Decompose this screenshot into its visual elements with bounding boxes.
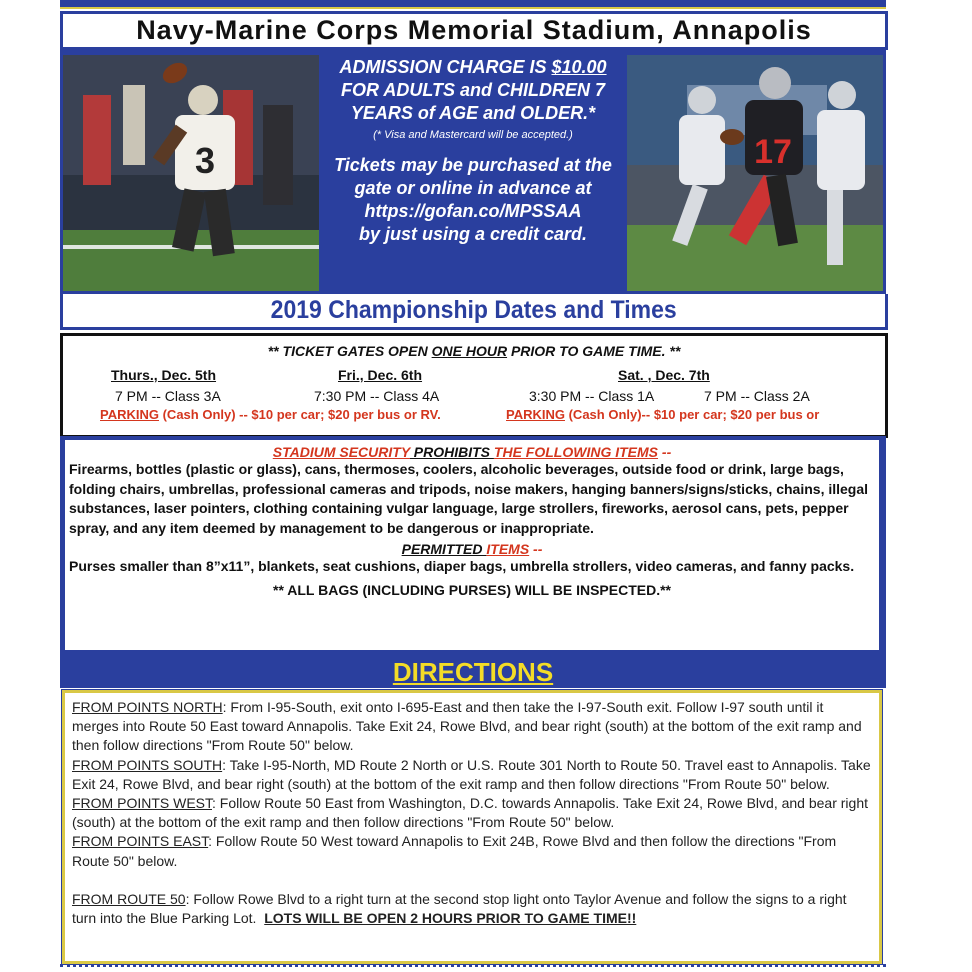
time-saturday-2: 7 PM -- Class 2A [704,388,810,404]
security-box [65,440,879,650]
directions-route50: FROM ROUTE 50: Follow Rowe Blvd to a right turn at the second stop light onto Taylor Avenue and follow the signs to a right turn into the Blue Parking Lot. LOTS WILL BE OPEN 2 HOURS PRIOR TO GAME TIME!! [72,890,847,927]
right-jersey-number: 17 [754,133,792,171]
card-note: (* Visa and Mastercard will be accepted.) [373,129,573,141]
day-saturday: Sat. , Dec. 7th [618,367,710,383]
bag-inspection-notice: ** ALL BAGS (INCLUDING PURSES) WILL BE INSPECTED.** [273,581,671,598]
page-title: Navy-Marine Corps Memorial Stadium, Annapolis [136,15,812,45]
directions-south: FROM POINTS SOUTH: Take I-95-North, MD Route 2 North or U.S. Route 301 North to Route 50. Travel east to Annapolis. Take Exit 24, Rowe Blvd, and bear right (south) at the bottom of the exit ramp and then follow directions "From Route 50" below. [72,756,871,792]
time-friday: 7:30 PM -- Class 4A [314,388,440,404]
directions-title: DIRECTIONS [392,656,554,687]
directions-west: FROM POINTS WEST: Follow Route 50 East from Washington, D.C. towards Annapolis. Take Exit 24, Rowe Blvd, and bear right (south) at the bottom of the exit ramp and then follow directions "From Route 50" below. [72,795,868,831]
directions-heading-band [60,656,886,688]
gates-open-notice: ** TICKET GATES OPEN ONE HOUR PRIOR TO GAME TIME. ** [267,343,681,359]
championship-heading-box [60,294,888,330]
admission-line-1: ADMISSION CHARGE IS $10.00 [339,57,607,77]
bottom-dotted-border [60,964,886,967]
lots-open-notice: LOTS WILL BE OPEN 2 HOURS PRIOR TO GAME TIME!! [264,910,637,927]
left-jersey-number: 3 [194,140,216,181]
admission-price: $10.00 [551,57,607,77]
prohibited-items: Firearms, bottles (plastic or glass), cans, thermoses, coolers, alcoholic beverages, outside food or drink, large bags, folding chairs, umbrellas, professional cameras and tripods, noise makers, hanging banners/signs/sticks, chains, illegal substances, laser pointers, clothing containing vulgar language, large strollers, fireworks, aerosol cans, pets, pepper spray, and any item deemed by management to be dangerous or inappropriate. [69,461,869,536]
photo-quarterback [627,55,883,291]
admission-line-2: FOR ADULTS and CHILDREN 7 [341,80,605,100]
parking-info-1: PARKING (Cash Only) -- $10 per car; $20 per bus or RV. [100,407,441,422]
time-saturday-1: 3:30 PM -- Class 1A [529,388,655,404]
prohibited-heading: STADIUM SECURITY PROHIBITS THE FOLLOWING ITEMS -- [272,444,672,460]
directions-north: FROM POINTS NORTH: From I-95-South, exit onto I-695-East and then take the I-97-South exit. Follow I-97 south until it merges into Route 50 East toward Annapolis. Take Exit 24, Rowe Blvd, and bear right (south) at the bottom of the exit ramp and then follow directions "From Route 50" below. [72,699,862,754]
permitted-heading: PERMITTED ITEMS -- [401,541,543,557]
title-banner [60,11,888,50]
directions-east: FROM POINTS EAST: Follow Route 50 West toward Annapolis to Exit 24B, Rowe Blvd and then follow the directions "From Route 50" below. [72,833,837,869]
permitted-items: Purses smaller than 8”x11”, blankets, seat cushions, diaper bags, umbrella strollers, video cameras, and fanny packs. [69,558,855,574]
photo-receiver [63,55,319,291]
tickets-info: Tickets may be purchased at the gate or online in advance at https://gofan.co/MPSSAA by just using a credit card. [322,154,624,246]
admission-line-3: YEARS of AGE and OLDER.* [350,103,596,123]
day-thursday: Thurs., Dec. 5th [111,367,217,383]
directions-box [62,690,882,964]
championship-title: 2019 Championship Dates and Times [270,296,678,324]
day-friday: Fri., Dec. 6th [338,367,423,383]
schedule-box [60,333,888,438]
top-border-bar [60,0,886,9]
admission-info [322,56,624,290]
parking-info-2: PARKING (Cash Only)-- $10 per car; $20 per bus or [506,407,820,422]
time-thursday: 7 PM -- Class 3A [115,388,221,404]
tickets-url[interactable]: https://gofan.co/MPSSAA [364,201,582,221]
